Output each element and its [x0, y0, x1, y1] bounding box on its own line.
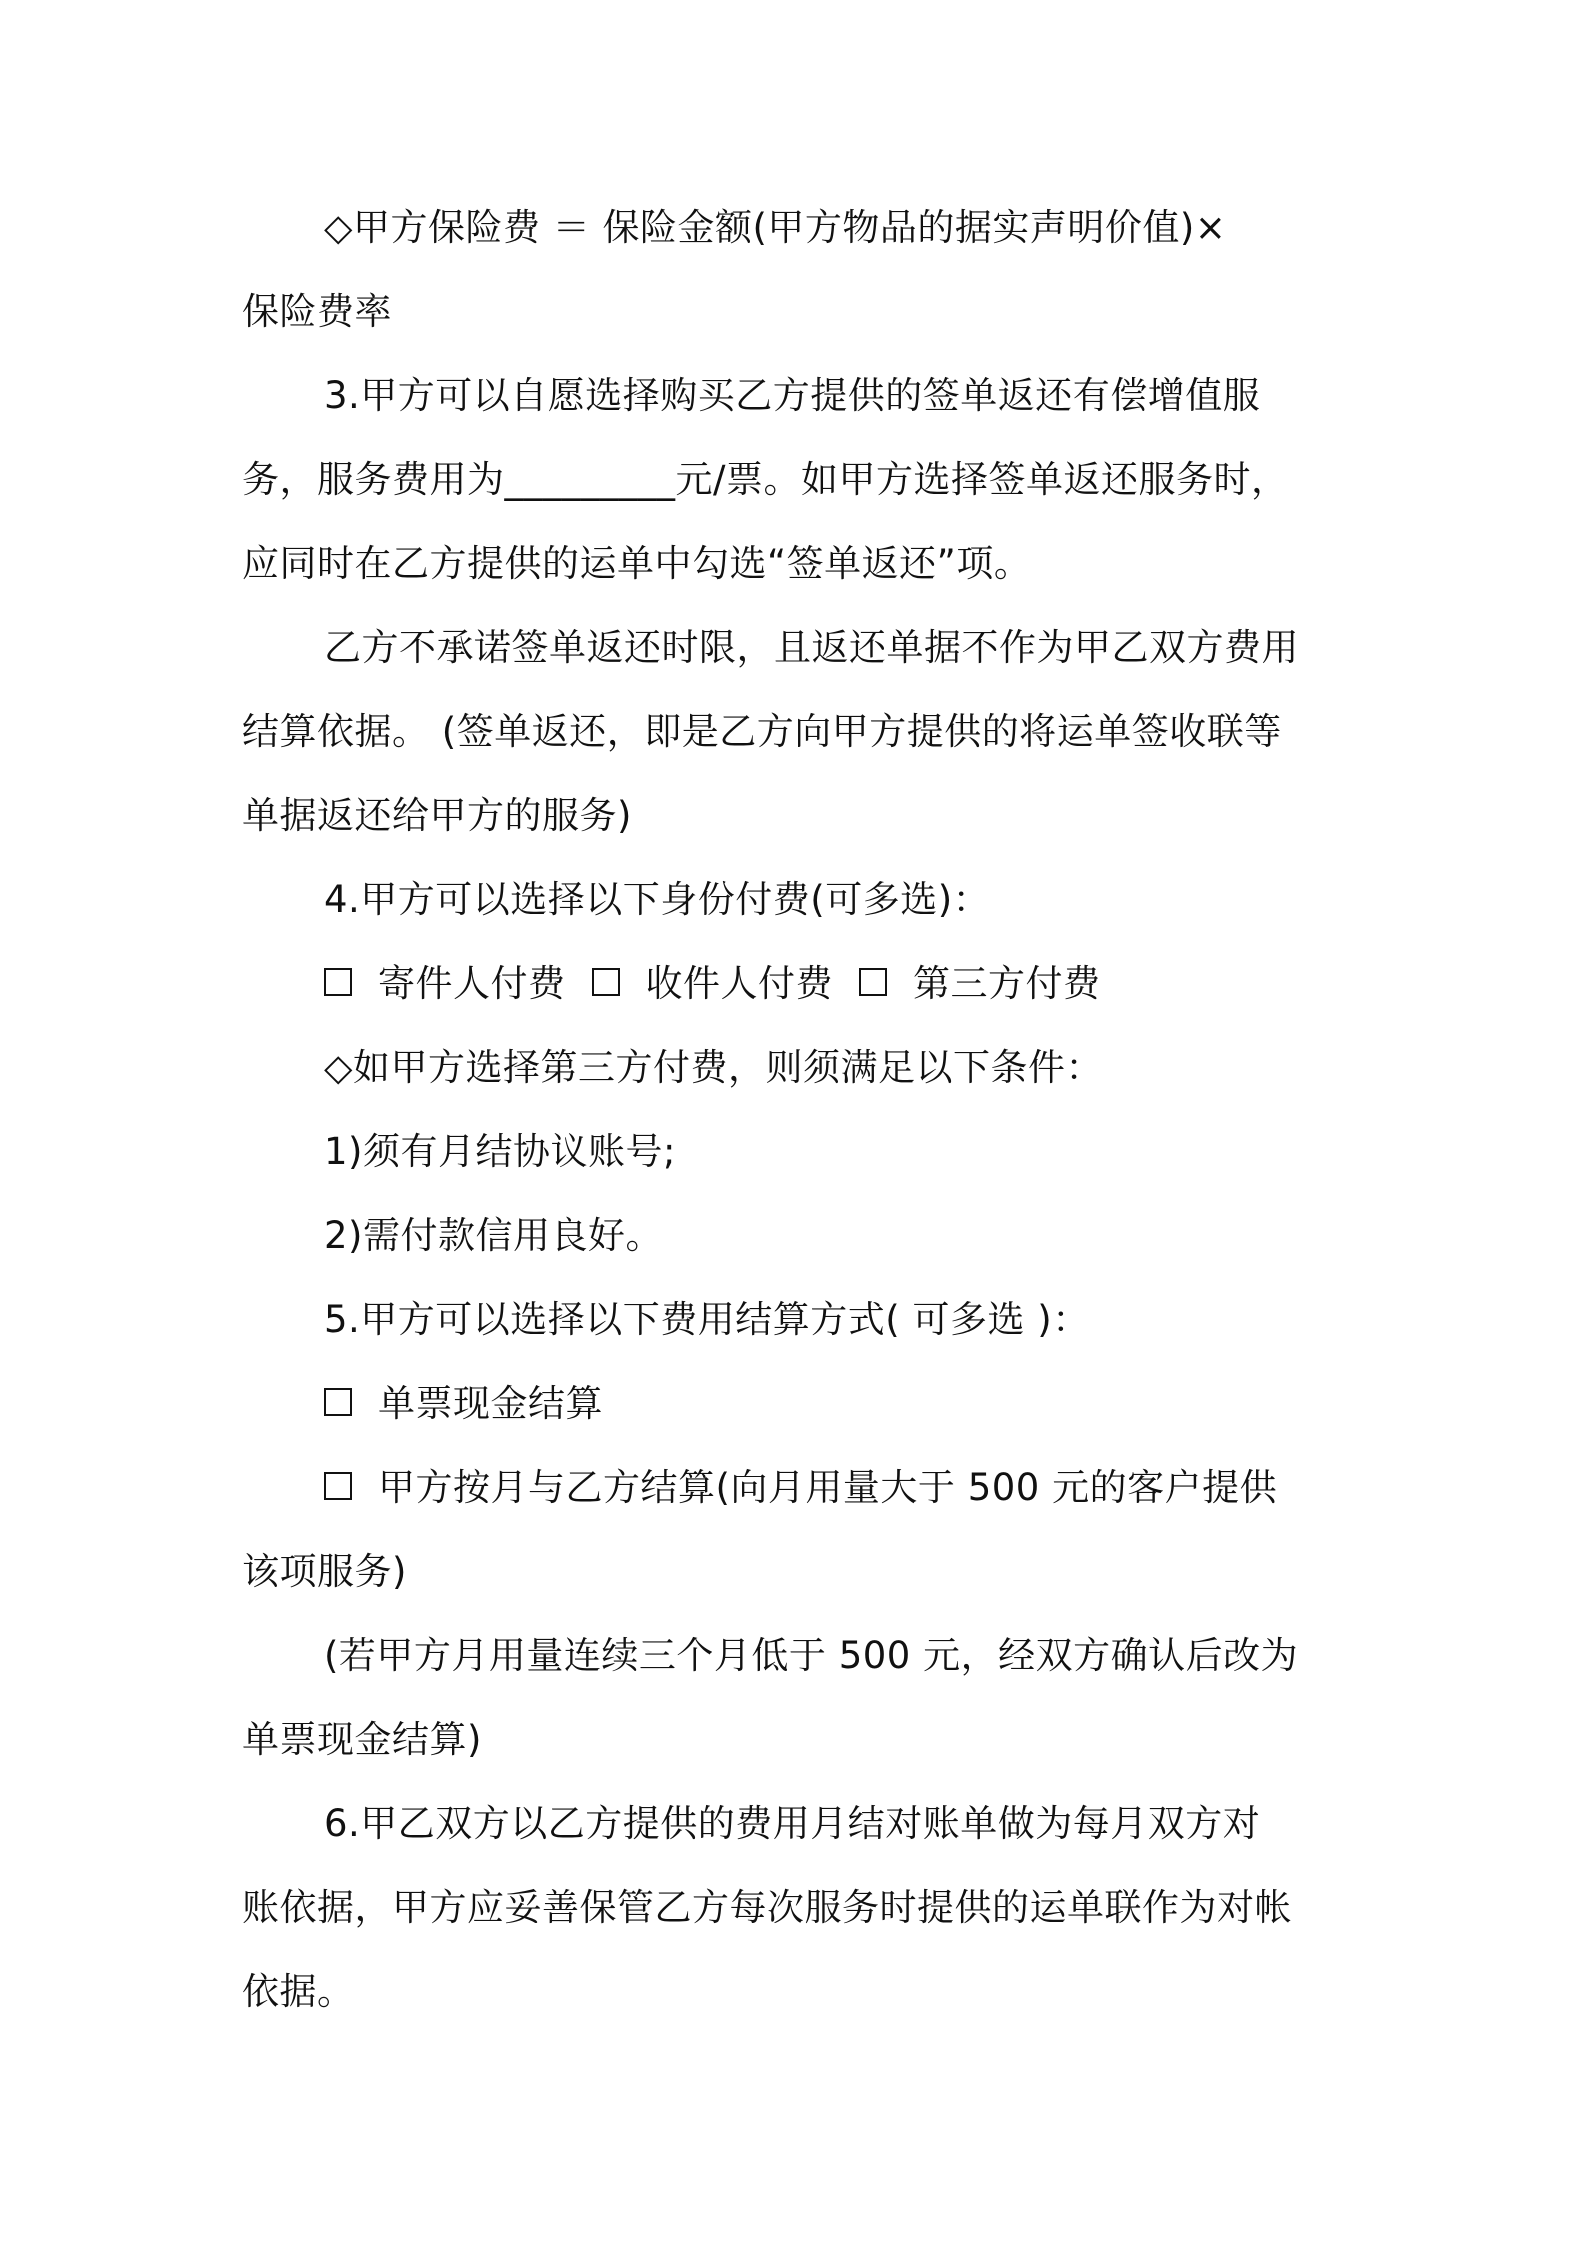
condition-1: 1)须有月结协议账号; — [324, 1130, 676, 1173]
checkbox-receiver-pays[interactable] — [592, 968, 620, 996]
clause-3-note-line-2: 结算依据。 (签单返还，即是乙方向甲方提供的将运单签收联等 — [242, 710, 1282, 753]
clause-6-line-1: 6.甲乙双方以乙方提供的费用月结对账单做为每月双方对 — [324, 1802, 1261, 1845]
insurance-formula-line: ◇甲方保险费 ＝ 保险金额(甲方物品的据实声明价值)× — [324, 206, 1227, 249]
clause-3-line-3: 应同时在乙方提供的运单中勾选“签单返还”项。 — [242, 542, 1032, 585]
checkbox-sender-pays[interactable] — [324, 968, 352, 996]
settlement-option-monthly-cont: 该项服务) — [242, 1550, 407, 1593]
checkbox-monthly-settlement[interactable] — [324, 1472, 352, 1500]
option-cash-settlement: 单票现金结算 — [378, 1382, 603, 1425]
option-third-party-pays: 第三方付费 — [913, 962, 1101, 1005]
settlement-option-cash — [242, 1362, 1362, 1446]
clause-5-note-line-2: 单票现金结算) — [242, 1718, 482, 1761]
checkbox-third-party-pays[interactable] — [859, 968, 887, 996]
option-monthly-settlement: 甲方按月与乙方结算(向月用量大于 500 元的客户提供 — [378, 1466, 1278, 1509]
clause-3-note-line-1: 乙方不承诺签单返还时限，且返还单据不作为甲乙双方费用 — [324, 626, 1299, 669]
clause-3-line-2: 务，服务费用为_________元/票。如甲方选择签单返还服务时， — [242, 458, 1289, 501]
clause-3-note-line-3: 单据返还给甲方的服务) — [242, 794, 632, 837]
clause-6-line-3: 依据。 — [242, 1970, 355, 2013]
condition-2: 2)需付款信用良好。 — [324, 1214, 663, 1257]
settlement-option-monthly — [242, 1446, 1362, 1530]
third-party-conditions: ◇如甲方选择第三方付费，则须满足以下条件： — [324, 1046, 1103, 1089]
payer-options — [242, 942, 1362, 1026]
clause-3-line-1: 3.甲方可以自愿选择购买乙方提供的签单返还有偿增值服 — [324, 374, 1261, 417]
checkbox-cash-settlement[interactable] — [324, 1388, 352, 1416]
clause-6-line-2: 账依据，甲方应妥善保管乙方每次服务时提供的运单联作为对帐 — [242, 1886, 1292, 1929]
clause-5-note-line-1: (若甲方月用量连续三个月低于 500 元，经双方确认后改为 — [324, 1634, 1299, 1677]
option-receiver-pays: 收件人付费 — [645, 962, 833, 1005]
document-body — [242, 186, 1362, 2034]
option-sender-pays: 寄件人付费 — [378, 962, 566, 1005]
clause-4-heading: 4.甲方可以选择以下身份付费(可多选)： — [324, 878, 991, 921]
clause-5-heading: 5.甲方可以选择以下费用结算方式( 可多选 )： — [324, 1298, 1090, 1341]
insurance-formula-line-cont: 保险费率 — [242, 290, 392, 333]
